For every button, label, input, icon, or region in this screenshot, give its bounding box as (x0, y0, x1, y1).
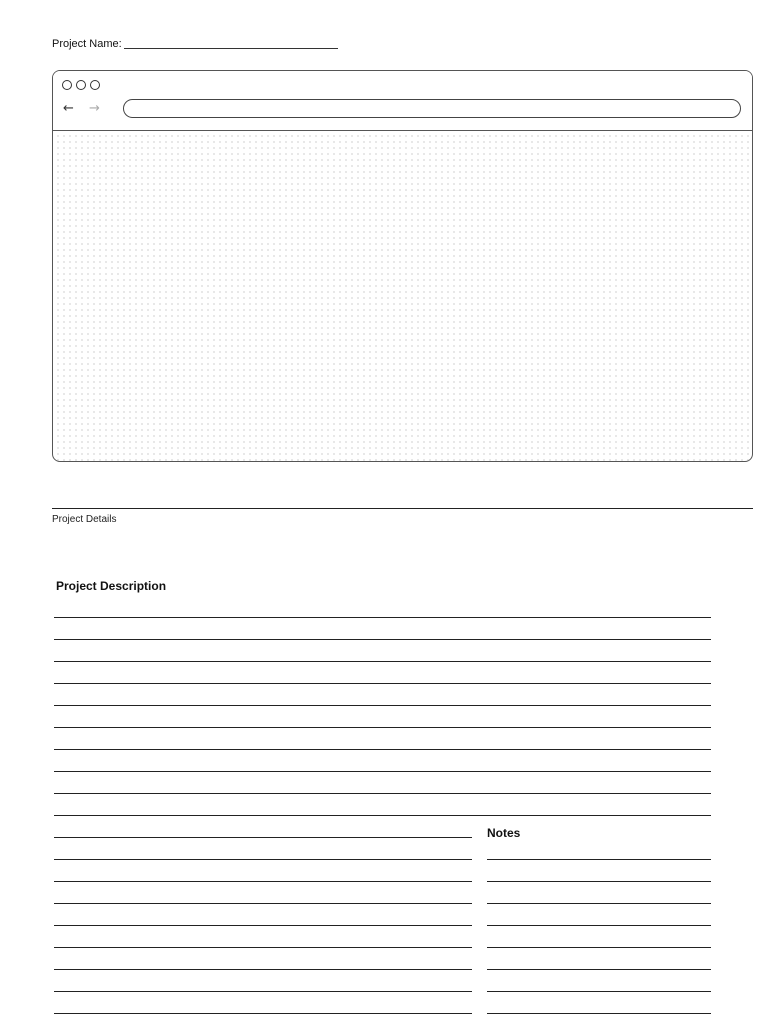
browser-wireframe (52, 70, 753, 462)
section-divider (52, 508, 753, 509)
forward-arrow-icon: → (89, 101, 100, 116)
notes-line[interactable] (487, 947, 711, 948)
notes-line[interactable] (487, 903, 711, 904)
browser-toolbar (53, 71, 752, 131)
notes-heading: Notes (487, 826, 521, 840)
notes-line[interactable] (487, 991, 711, 992)
description-line[interactable] (54, 639, 711, 640)
description-line[interactable] (54, 793, 711, 794)
project-name-label: Project Name: (52, 38, 122, 50)
window-dot-icon (76, 80, 86, 90)
project-details-label: Project Details (52, 514, 117, 525)
project-name-field[interactable] (124, 48, 338, 49)
description-line[interactable] (54, 617, 711, 618)
description-line[interactable] (54, 881, 472, 882)
description-line[interactable] (54, 925, 472, 926)
description-line[interactable] (54, 837, 472, 838)
window-dot-icon (62, 80, 72, 90)
notes-line[interactable] (487, 881, 711, 882)
description-line[interactable] (54, 749, 711, 750)
description-line[interactable] (54, 903, 472, 904)
description-line[interactable] (54, 1013, 472, 1014)
notes-line[interactable] (487, 925, 711, 926)
url-bar (123, 99, 741, 118)
notes-line[interactable] (487, 1013, 711, 1014)
description-line[interactable] (54, 815, 711, 816)
notes-line[interactable] (487, 859, 711, 860)
window-dot-icon (90, 80, 100, 90)
dot-grid-canvas (53, 131, 752, 461)
description-line[interactable] (54, 661, 711, 662)
description-line[interactable] (54, 683, 711, 684)
description-line[interactable] (54, 727, 711, 728)
description-line[interactable] (54, 969, 472, 970)
description-line[interactable] (54, 947, 472, 948)
notes-line[interactable] (487, 969, 711, 970)
description-line[interactable] (54, 705, 711, 706)
project-description-heading: Project Description (56, 579, 167, 593)
description-line[interactable] (54, 859, 472, 860)
description-line[interactable] (54, 771, 711, 772)
back-arrow-icon: ← (63, 101, 74, 116)
description-line[interactable] (54, 991, 472, 992)
